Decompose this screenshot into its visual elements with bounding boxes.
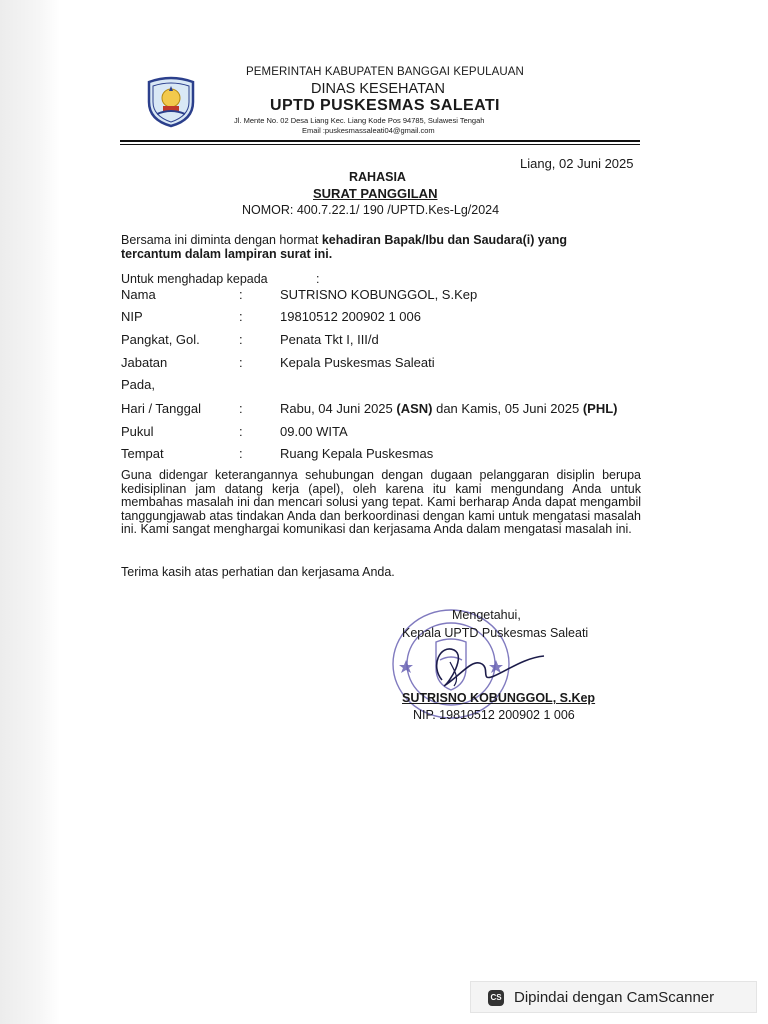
field-value: Penata Tkt I, III/d bbox=[280, 332, 379, 347]
address-line: Jl. Mente No. 02 Desa Liang Kec. Liang Kode Pos 94785, Sulawesi Tengah bbox=[234, 116, 485, 125]
field-colon: : bbox=[239, 287, 243, 302]
agency-name: DINAS KESEHATAN bbox=[311, 81, 446, 97]
handwritten-signature-icon bbox=[420, 636, 550, 696]
field-value: 09.00 WITA bbox=[280, 424, 348, 439]
field-value: 19810512 200902 1 006 bbox=[280, 309, 421, 324]
government-name: PEMERINTAH KABUPATEN BANGGAI KEPULAUAN bbox=[246, 66, 524, 78]
phl-tag: (PHL) bbox=[582, 401, 618, 416]
letter-number: NOMOR: 400.7.22.1/ 190 /UPTD.Kes-Lg/2024 bbox=[242, 203, 500, 217]
field-label: NIP bbox=[121, 309, 143, 324]
institution-name: UPTD PUSKESMAS SALEATI bbox=[270, 97, 500, 114]
date-phl: dan Kamis, 05 Juni 2025 bbox=[432, 401, 583, 416]
field-value: Kepala Puskesmas Saleati bbox=[280, 355, 435, 370]
signatory-nip: NIP. 19810512 200902 1 006 bbox=[413, 708, 575, 722]
camscanner-icon: CS bbox=[488, 990, 504, 1006]
field-value: SUTRISNO KOBUNGGOL, S.Kep bbox=[280, 287, 478, 302]
to-appear-label: Untuk menghadap kepada bbox=[121, 272, 268, 286]
field-value bbox=[280, 401, 617, 416]
camscanner-watermark bbox=[470, 981, 757, 1013]
field-label: Pukul bbox=[121, 424, 154, 439]
date-asn: Rabu, 04 Juni 2025 bbox=[280, 401, 397, 416]
to-appear-colon: : bbox=[316, 272, 320, 286]
field-colon: : bbox=[239, 424, 243, 439]
field-label: Tempat bbox=[121, 446, 164, 461]
field-colon: : bbox=[239, 332, 243, 347]
closing-thanks: Terima kasih atas perhatian dan kerjasama Anda. bbox=[121, 565, 395, 579]
letter-title: SURAT PANGGILAN bbox=[313, 186, 438, 201]
field-label: Nama bbox=[121, 287, 156, 302]
signatory-position: Kepala UPTD Puskesmas Saleati bbox=[402, 626, 589, 640]
field-colon: : bbox=[239, 401, 243, 416]
acknowledged-label: Mengetahui, bbox=[452, 608, 521, 622]
asn-tag: (ASN) bbox=[396, 401, 433, 416]
letterhead-rule-thin bbox=[120, 144, 640, 145]
classification: RAHASIA bbox=[349, 170, 406, 184]
signatory-name: SUTRISNO KOBUNGGOL, S.Kep bbox=[402, 691, 596, 705]
camscanner-label: Dipindai dengan CamScanner bbox=[514, 989, 715, 1006]
field-colon: : bbox=[239, 309, 243, 324]
field-label: Hari / Tanggal bbox=[121, 401, 201, 416]
field-colon: : bbox=[239, 446, 243, 461]
field-label: Pangkat, Gol. bbox=[121, 332, 200, 347]
body-paragraph: Guna didengar keterangannya sehubungan dengan dugaan pelanggaran disiplin berupa kedisiplinan jam datang kerja (apel), oleh karena itu kami mengundang Anda untuk membahas masalah ini dan mencari solusi yang tepat. Kami berharap Anda dapat mengambil tanggungjawab atas tindakan Anda dan berkoordinasi dengan kami untuk mengatasi masalah ini. Kami sangat menghargai komunikasi dan kerjasama Anda dalam mengatasi masalah ini. bbox=[121, 468, 641, 537]
letter-date: Liang, 02 Juni 2025 bbox=[520, 156, 634, 171]
field-value: Ruang Kepala Puskesmas bbox=[280, 446, 434, 461]
intro-bold-2: tercantum dalam lampiran surat ini. bbox=[121, 247, 333, 261]
email-line: Email :puskesmassaleati04@gmail.com bbox=[302, 126, 435, 135]
letterhead-rule-thick bbox=[120, 140, 640, 142]
intro-plain: Bersama ini diminta dengan hormat bbox=[121, 233, 322, 247]
intro-paragraph bbox=[121, 233, 567, 261]
intro-bold-1: kehadiran Bapak/Ibu dan Saudara(i) yang bbox=[321, 233, 568, 247]
field-label: Pada, bbox=[121, 377, 155, 392]
regency-crest-icon bbox=[143, 72, 199, 128]
field-label: Jabatan bbox=[121, 355, 168, 370]
field-colon: : bbox=[239, 355, 243, 370]
scan-edge bbox=[0, 0, 60, 1024]
